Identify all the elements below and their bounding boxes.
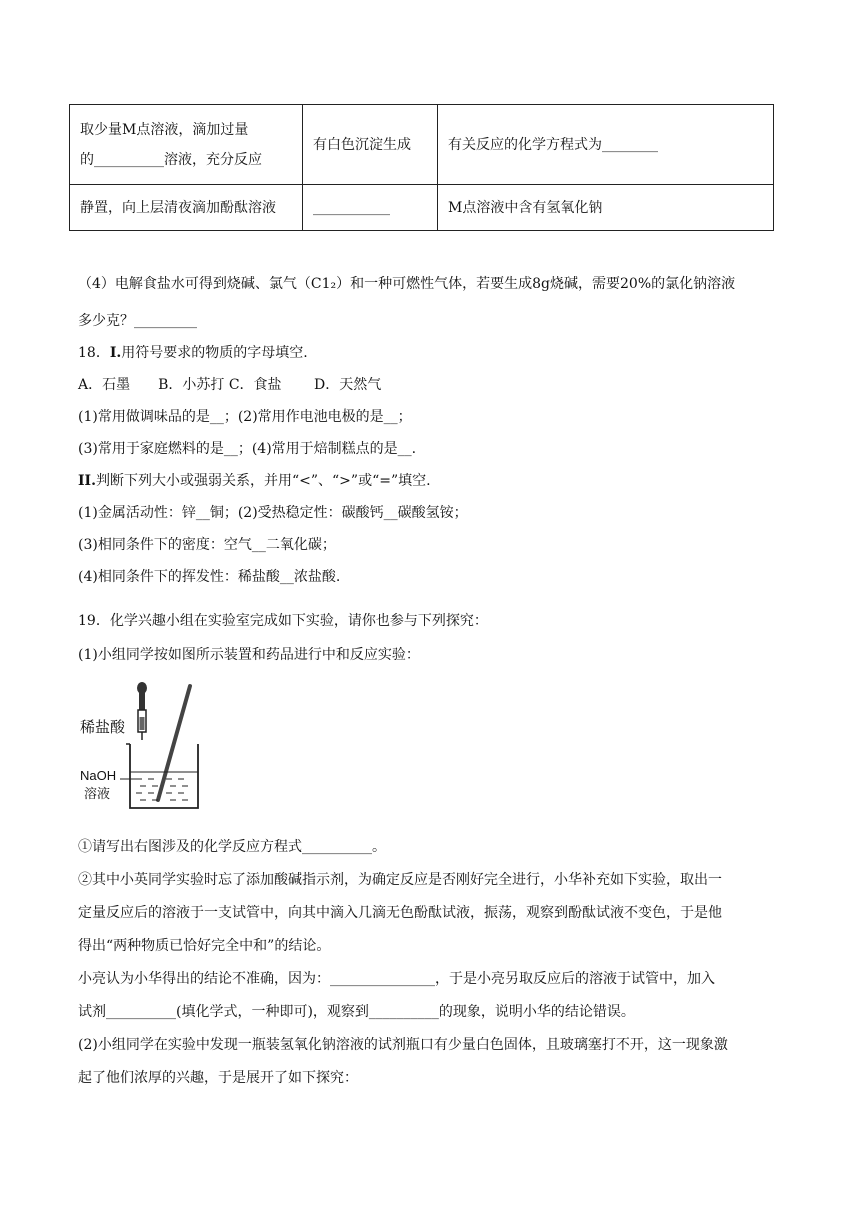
experiment-table: [69, 104, 774, 231]
dropper-icon: [137, 682, 147, 740]
q19-sub2: 起了他们浓厚的兴趣，于是展开了如下探究：: [78, 1070, 358, 1086]
q19-step2: ②其中小英同学实验时忘了添加酸碱指示剂，为确定反应是否刚好完全进行，小华补充如下实验，取出一: [78, 872, 722, 888]
table-row: [70, 105, 774, 185]
q18-text: (4)相同条件下的挥发性：稀盐酸__浓盐酸.: [78, 569, 341, 585]
q19-step3: 试剂__________(填化学式，一种即可)，观察到__________的现象，说明小华的结论错误。: [78, 1004, 635, 1020]
q18-part1-heading: [78, 342, 308, 362]
q18-text: (1)金属活动性：锌__铜；(2)受热稳定性：碳酸钙__碳酸氢铵；: [78, 505, 468, 521]
cell-text-line: 取少量M点溶液，滴加过量: [80, 121, 249, 138]
beaker-figure: [80, 680, 210, 815]
table-cell-phenomenon: ___________: [303, 185, 438, 231]
q19-intro: 19．化学兴趣小组在实验室完成如下实验，请你也参与下列探究：: [78, 613, 488, 629]
q18-text: (3)常用于家庭燃料的是__；(4)常用于焙制糕点的是__.: [78, 441, 417, 457]
q19-step1: ①请写出右图涉及的化学反应方程式__________。: [78, 839, 386, 855]
part-mark: II.: [78, 473, 96, 489]
cell-text-line: 的__________溶液，充分反应: [80, 151, 262, 168]
q4-text: （4）电解食盐水可得到烧碱、氯气（C1₂）和一种可燃性气体，若要生成8g烧碱，需要20%的氯化钠溶液: [78, 276, 736, 292]
q4-text: 多少克？_________: [78, 313, 197, 329]
label-solution: 溶液: [84, 786, 111, 801]
table-cell-operation: [70, 105, 303, 185]
q19-step2: 定量反应后的溶液于一支试管中，向其中滴入几滴无色酚酞试液，振荡，观察到酚酞试液不变色，于是他: [78, 905, 722, 921]
q18-text: (3)相同条件下的密度：空气__二氧化碳；: [78, 537, 336, 553]
label-naoh: NaOH: [80, 768, 117, 783]
table-row: [70, 185, 774, 231]
table-cell-operation: 静置，向上层清夜滴加酚酞溶液: [70, 185, 303, 231]
stirring-rod: [158, 686, 190, 800]
table-cell-phenomenon: 有白色沉淀生成: [303, 105, 438, 185]
q18-part2-heading: [78, 470, 431, 490]
q18-options: A．石墨 B．小苏打 C．食盐 D．天然气: [78, 377, 382, 393]
part-title: 用符号要求的物质的字母填空.: [121, 345, 308, 361]
q19-step2: 得出“两种物质已恰好完全中和”的结论。: [78, 938, 331, 954]
q18-text: (1)常用做调味品的是__；(2)常用作电池电极的是__；: [78, 409, 412, 425]
label-acid: 稀盐酸: [80, 719, 126, 736]
part-title: 判断下列大小或强弱关系，并用“<”、“>”或“=”填空.: [95, 473, 431, 489]
q19-sub1: (1)小组同学按如图所示装置和药品进行中和反应实验：: [78, 647, 420, 663]
question-number: 18．: [78, 345, 110, 361]
table-cell-conclusion: M点溶液中含有氢氧化钠: [438, 185, 774, 231]
q19-step3: 小亮认为小华得出的结论不准确，因为：_______________，于是小亮另取反应后的溶液于试管中，加入: [78, 971, 715, 987]
part-mark: I.: [109, 345, 122, 361]
q19-sub2: (2)小组同学在实验中发现一瓶装氢氧化钠溶液的试剂瓶口有少量白色固体，且玻璃塞打不开，这一现象激: [78, 1037, 728, 1053]
table-cell-conclusion: 有关反应的化学方程式为________: [438, 105, 774, 185]
